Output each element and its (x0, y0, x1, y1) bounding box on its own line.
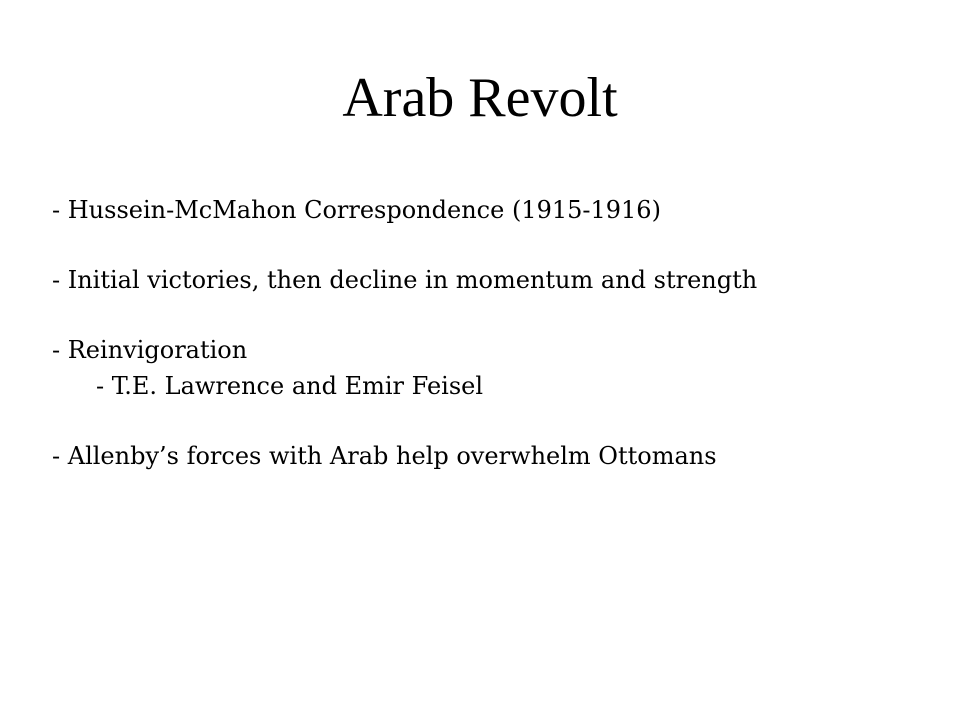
bullet-item: - Initial victories, then decline in momentum and strength (52, 266, 758, 294)
bullet-item: - Reinvigoration (52, 336, 248, 364)
bullet-item: - Hussein-McMahon Correspondence (1915-1916) (52, 196, 661, 224)
bullet-item: - Allenby’s forces with Arab help overwhelm Ottomans (52, 442, 717, 470)
bullet-list (52, 192, 932, 474)
sub-bullet-item: - T.E. Lawrence and Emir Feisel (96, 372, 484, 400)
slide-title: Arab Revolt (342, 67, 618, 129)
